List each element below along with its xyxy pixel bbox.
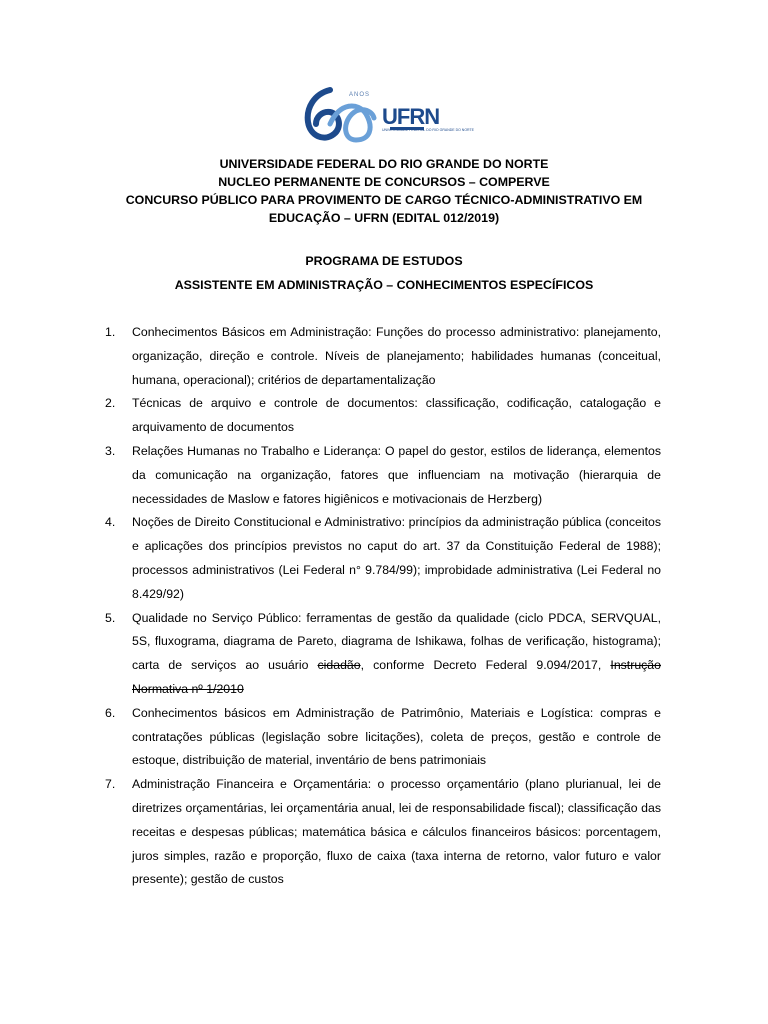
list-item (105, 773, 661, 892)
struck-text-cidadao: cidadão (317, 658, 361, 673)
item-text: Administração Financeira e Orçamentária: o processo orçamentário (plano plurianual, lei de diretrizes orçamentárias, lei orçamentária anual, lei de responsabilidade fiscal); classificação das receitas e despesas públicas; matemática básica e cálculos financeiros básicos: porcentagem, juros simples, razão e proporção, fluxo de caixa (taxa interna de retorno, valor futuro e valor presente); gestão de custos (132, 777, 661, 887)
ufrn-60-anos-logo (300, 84, 474, 146)
list-item (105, 392, 661, 440)
header-line-3: CONCURSO PÚBLICO PARA PROVIMENTO DE CARGO TÉCNICO-ADMINISTRATIVO EM (125, 193, 643, 207)
item-text-part-a: Qualidade no Serviço Público: ferramentas de gestão da qualidade (ciclo PDCA, SERVQUAL, 5S, fluxograma, diagrama de Pareto, diagrama de Ishikawa, folhas de verificação, histograma); carta de serviços ao usuário (132, 610, 661, 673)
subject-title: ASSISTENTE EM ADMINISTRAÇÃO – CONHECIMENTOS ESPECÍFICOS (174, 278, 594, 292)
header-line-1: UNIVERSIDADE FEDERAL DO RIO GRANDE DO NORTE (219, 157, 549, 171)
program-title: PROGRAMA DE ESTUDOS (305, 254, 463, 268)
document-header (110, 155, 658, 227)
item-text: Noções de Direito Constitucional e Administrativo: princípios da administração pública (conceitos e aplicações dos princípios previstos no caput do art. 37 da Constituição Federal de 1988); processos administrativos (Lei Federal n° 9.784/99); improbidade administrativa (Lei Federal no 8.429/92) (132, 515, 661, 601)
item-text-part-b: , conforme Decreto Federal 9.094/2017, (360, 658, 611, 673)
item-number: 4. (105, 515, 116, 530)
list-item (105, 607, 661, 702)
item-number: 1. (105, 325, 116, 339)
struck-text-instrucao-normativa: Instrução Normativa nº 1/2010 (132, 658, 661, 696)
item-number: 5. (105, 610, 116, 625)
item-text: Técnicas de arquivo e controle de documentos: classificação, codificação, catalogação e arquivamento de documentos (132, 396, 661, 435)
list-item (105, 321, 661, 392)
item-number: 7. (105, 777, 116, 792)
header-line-2: NUCLEO PERMANENTE DE CONCURSOS – COMPERVE (218, 175, 550, 189)
list-item (105, 440, 661, 511)
logo-tagline: UNIVERSIDADE FEDERAL DO RIO GRANDE DO NORTE (382, 128, 474, 132)
item-text (132, 607, 661, 702)
list-item (105, 511, 661, 606)
ufrn-wordmark: UFRN (382, 104, 440, 129)
list-item (105, 702, 661, 773)
item-number: 3. (105, 443, 116, 458)
item-text: Conhecimentos básicos em Administração de Patrimônio, Materiais e Logística: compras e contratações públicas (legislação sobre licitações), coleta de preços, gestão e controle de estoque, distribuição de material, inventário de bens patrimoniais (132, 705, 661, 768)
topics-list (105, 321, 661, 892)
item-text: Conhecimentos Básicos em Administração: Funções do processo administrativo: planejamento, organização, direção e controle. Níveis de planejamento; habilidades humanas (conceitual, humana, operacional); critérios de departamentalização (132, 325, 661, 387)
item-text: Relações Humanas no Trabalho e Liderança: O papel do gestor, estilos de liderança, elementos da comunicação na organização, fatores que influenciam na motivação (hierarquia de necessidades de Maslow e fatores higiênicos e motivacionais de Herzberg) (132, 443, 661, 506)
anos-label: ANOS (349, 92, 371, 98)
item-number: 2. (105, 396, 116, 411)
item-number: 6. (105, 705, 116, 720)
header-line-4: EDUCAÇÃO – UFRN (EDITAL 012/2019) (268, 211, 500, 225)
